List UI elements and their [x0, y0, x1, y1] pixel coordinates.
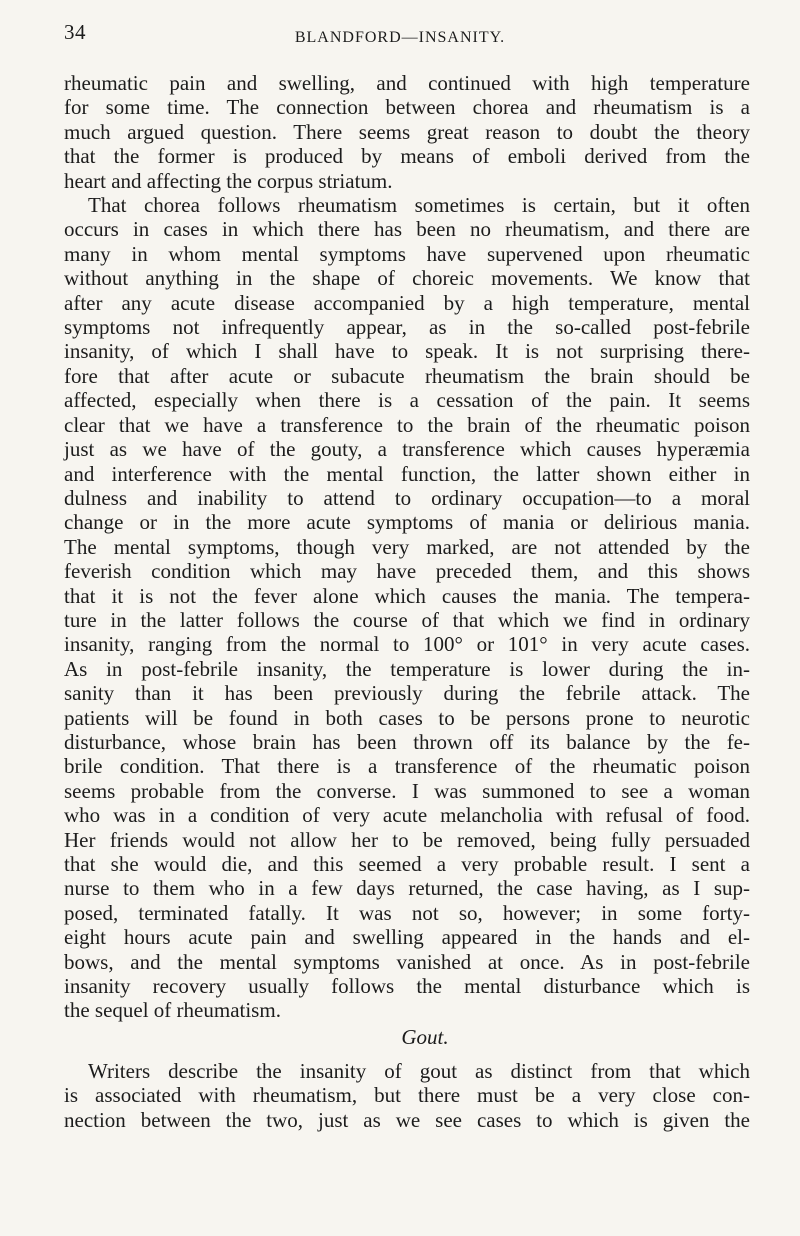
text-line: insanity recovery usually follows the mental disturbance which is [64, 974, 750, 999]
text-line: patients will be found in both cases to be persons prone to neurotic [64, 705, 750, 730]
text-line: Writers describe the insanity of gout as distinct from that which [88, 1058, 750, 1083]
text-line: insanity, of which I shall have to speak. It is not surprising there- [64, 339, 750, 364]
text-line: occurs in cases in which there has been no rheumatism, and there are [64, 217, 750, 242]
paragraph-3 [64, 1059, 750, 1132]
text-line: many in whom mental symptoms have supervened upon rheumatic [64, 241, 750, 266]
text-line: bows, and the mental symptoms vanished at once. As in post-febrile [64, 949, 750, 974]
text-line: dulness and inability to attend to ordinary occupation—to a moral [64, 485, 750, 510]
running-head: BLANDFORD—INSANITY. [294, 29, 506, 46]
text-line: eight hours acute pain and swelling appeared in the hands and el- [64, 925, 750, 950]
text-line: nurse to them who in a few days returned, the case having, as I sup- [64, 876, 750, 901]
body-text [64, 71, 750, 1132]
section-heading: Gout. [401, 1024, 449, 1049]
text-line: nection between the two, just as we see cases to which is given the [64, 1107, 750, 1132]
text-line: just as we have of the gouty, a transference which causes hyperæmia [64, 437, 750, 462]
text-line: fore that after acute or subacute rheumatism the brain should be [64, 363, 750, 388]
text-line: The mental symptoms, though very marked, are not attended by the [64, 534, 750, 559]
text-line: much argued question. There seems great reason to doubt the theory [64, 119, 750, 144]
text-line: without anything in the shape of choreic movements. We know that [64, 266, 750, 291]
text-line: who was in a condition of very acute melancholia with refusal of food. [64, 803, 750, 828]
paragraph-1 [64, 71, 750, 193]
text-line: affected, especially when there is a cessation of the pain. It seems [64, 388, 750, 413]
text-line: that she would die, and this seemed a very probable result. I sent a [64, 852, 750, 876]
text-line: clear that we have a transference to the brain of the rheumatic poison [64, 412, 750, 437]
text-line: that the former is produced by means of emboli derived from the [64, 144, 750, 169]
text-line: rheumatic pain and swelling, and continued with high temperature [64, 71, 750, 95]
text-line: brile condition. That there is a transference of the rheumatic poison [64, 754, 750, 779]
text-line: symptoms not infrequently appear, as in the so-called post-febrile [64, 315, 750, 340]
text-line: after any acute disease accompanied by a high temperature, mental [64, 290, 750, 315]
heading-spacer [64, 1051, 750, 1059]
text-line: feverish condition which may have preceded them, and this shows [64, 559, 750, 584]
text-line: is associated with rheumatism, but there must be a very close con- [64, 1083, 750, 1108]
text-line: sanity than it has been previously during the febrile attack. The [64, 681, 750, 706]
text-line: As in post-febrile insanity, the temperature is lower during the in- [64, 656, 750, 681]
text-line: heart and affecting the corpus striatum. [64, 168, 393, 193]
page-number: 34 [64, 20, 86, 44]
text-line: insanity, ranging from the normal to 100° or 101° in very acute cases. [64, 632, 750, 657]
text-line: disturbance, whose brain has been thrown off its balance by the fe- [64, 729, 750, 754]
text-line: change or in the more acute symptoms of mania or delirious mania. [64, 510, 750, 535]
text-line: for some time. The connection between chorea and rheumatism is a [64, 95, 750, 120]
text-line: the sequel of rheumatism. [64, 998, 281, 1023]
text-line: seems probable from the converse. I was summoned to see a woman [64, 778, 750, 803]
text-line: That chorea follows rheumatism sometimes is certain, but it often [88, 193, 750, 218]
text-line: posed, terminated fatally. It was not so, however; in some forty- [64, 900, 750, 925]
text-line: that it is not the fever alone which causes the mania. The tempera- [64, 583, 750, 608]
text-line: and interference with the mental function, the latter shown either in [64, 461, 750, 486]
paragraph-2 [64, 193, 750, 1023]
text-line: Her friends would not allow her to be removed, being fully persuaded [64, 827, 750, 852]
text-line: ture in the latter follows the course of that which we find in ordinary [64, 607, 750, 632]
